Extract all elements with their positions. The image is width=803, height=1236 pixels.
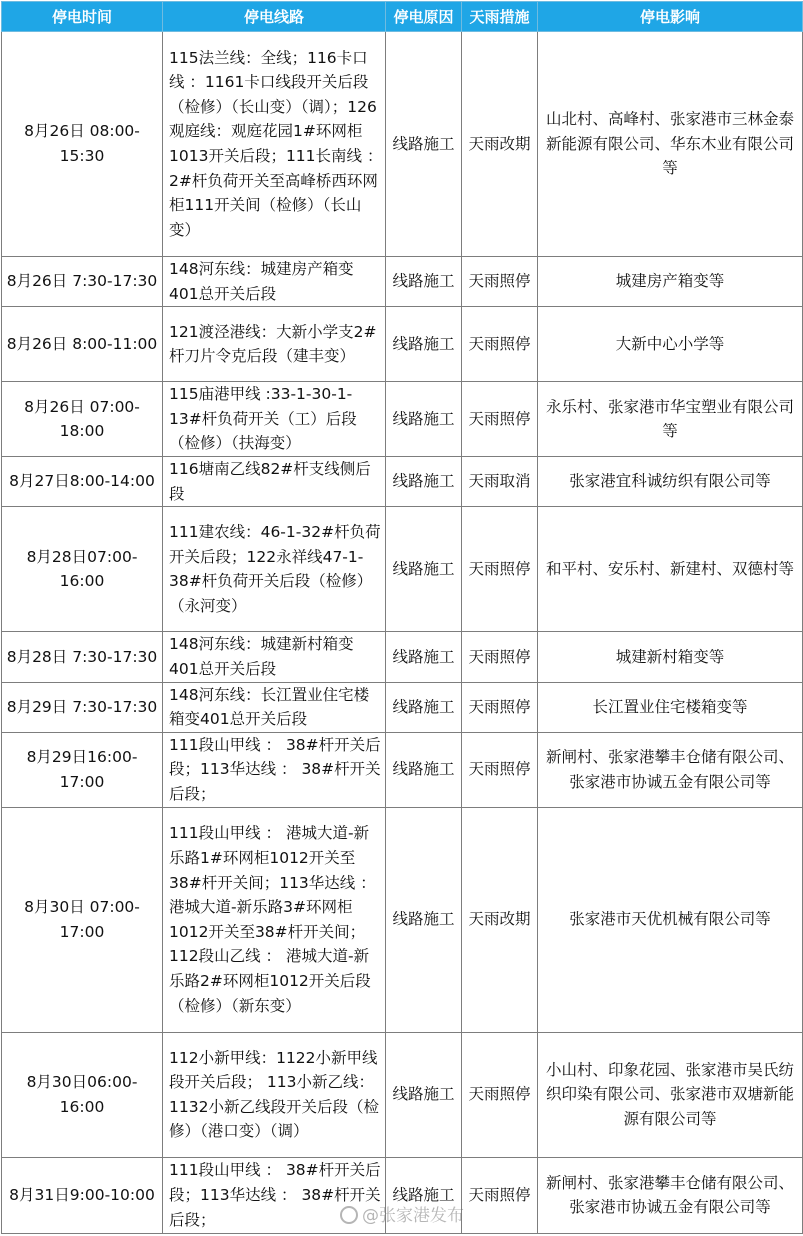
cell-reason: 线路施工 [386,632,462,682]
header-route: 停电线路 [163,2,386,32]
cell-time: 8月26日 07:00-18:00 [2,382,163,457]
cell-route: 115庙港甲线 :33-1-30-1-13#杆负荷开关（工）后段（检修）（扶海变） [163,382,386,457]
cell-measure: 天雨照停 [462,732,538,807]
cell-impact: 长江置业住宅楼箱变等 [538,682,803,732]
table-row [2,807,803,1032]
table-row [2,257,803,307]
cell-reason: 线路施工 [386,307,462,382]
cell-time: 8月26日 7:30-17:30 [2,257,163,307]
cell-impact: 和平村、安乐村、新建村、双德村等 [538,507,803,632]
cell-time: 8月30日 07:00-17:00 [2,807,163,1032]
cell-reason: 线路施工 [386,1032,462,1157]
table-row [2,307,803,382]
cell-reason: 线路施工 [386,682,462,732]
cell-impact: 城建新村箱变等 [538,632,803,682]
table-row [2,732,803,807]
cell-route: 112小新甲线：1122小新甲线段开关后段； 113小新乙线：1132小新乙线段开关后段（检修）（港口变）（调） [163,1032,386,1157]
cell-impact: 新闸村、张家港攀丰仓储有限公司、张家港市协诚五金有限公司等 [538,732,803,807]
table-row [2,682,803,732]
table-row [2,457,803,507]
cell-measure: 天雨照停 [462,1032,538,1157]
cell-time: 8月28日 7:30-17:30 [2,632,163,682]
cell-route: 115法兰线：全线；116卡口线 ：1161卡口线段开关后段（检修）（长山变）（调）；126观庭线：观庭花园1#环网柜1013开关后段；111长南线 ：2#杆负荷开关至高峰桥西环网柜111开关间（检修）（长山变） [163,32,386,257]
cell-time: 8月26日 08:00-15:30 [2,32,163,257]
cell-reason: 线路施工 [386,382,462,457]
cell-route: 116塘南乙线82#杆支线侧后段 [163,457,386,507]
cell-reason: 线路施工 [386,457,462,507]
cell-time: 8月27日8:00-14:00 [2,457,163,507]
outage-table [1,1,803,1234]
cell-measure: 天雨改期 [462,807,538,1032]
table-row [2,1032,803,1157]
weibo-icon [340,1206,358,1224]
cell-time: 8月29日 7:30-17:30 [2,682,163,732]
cell-reason: 线路施工 [386,257,462,307]
table-row [2,32,803,257]
header-reason: 停电原因 [386,2,462,32]
header-measure: 天雨措施 [462,2,538,32]
cell-time: 8月31日9:00-10:00 [2,1157,163,1233]
cell-reason: 线路施工 [386,32,462,257]
cell-impact: 小山村、印象花园、张家港市吴氏纺织印染有限公司、张家港市双塘新能源有限公司等 [538,1032,803,1157]
cell-route: 148河东线：城建房产箱变401总开关后段 [163,257,386,307]
cell-route: 121渡泾港线：大新小学支2#杆刀片令克后段（建丰变） [163,307,386,382]
cell-impact: 城建房产箱变等 [538,257,803,307]
cell-time: 8月30日06:00-16:00 [2,1032,163,1157]
cell-measure: 天雨照停 [462,307,538,382]
cell-measure: 天雨照停 [462,507,538,632]
cell-route: 111段山甲线 ： 38#杆开关后段；113华达线 ： 38#杆开关后段； [163,732,386,807]
header-impact: 停电影响 [538,2,803,32]
cell-route: 148河东线：长江置业住宅楼箱变401总开关后段 [163,682,386,732]
cell-reason: 线路施工 [386,732,462,807]
header-row [2,2,803,32]
cell-measure: 天雨改期 [462,32,538,257]
cell-measure: 天雨照停 [462,682,538,732]
cell-impact: 山北村、高峰村、张家港市三林金泰新能源有限公司、华东木业有限公司等 [538,32,803,257]
cell-impact: 张家港宜科诚纺织有限公司等 [538,457,803,507]
table-row [2,382,803,457]
cell-time: 8月28日07:00-16:00 [2,507,163,632]
cell-time: 8月26日 8:00-11:00 [2,307,163,382]
watermark [340,1201,464,1226]
cell-route: 111段山甲线 ： 38#杆开关后段；113华达线 ： 38#杆开关后段； [163,1157,386,1233]
cell-impact: 张家港市天优机械有限公司等 [538,807,803,1032]
cell-measure: 天雨照停 [462,382,538,457]
cell-route: 111段山甲线 ： 港城大道-新乐路1#环网柜1012开关至38#杆开关间；113华达线 ： 港城大道-新乐路3#环网柜1012开关至38#杆开关间；112段山乙线 ： 港城大道-新乐路2#环网柜1012开关后段（检修）（新东变） [163,807,386,1032]
cell-route: 111建农线：46-1-32#杆负荷开关后段；122永祥线47-1-38#杆负荷开关后段（检修）（永河变） [163,507,386,632]
watermark-text: @张家港发布 [362,1206,464,1226]
header-time: 停电时间 [2,2,163,32]
table-row [2,632,803,682]
cell-measure: 天雨照停 [462,632,538,682]
cell-time: 8月29日16:00-17:00 [2,732,163,807]
cell-impact: 永乐村、张家港市华宝塑业有限公司等 [538,382,803,457]
cell-measure: 天雨照停 [462,257,538,307]
cell-route: 148河东线：城建新村箱变401总开关后段 [163,632,386,682]
table-row [2,507,803,632]
cell-impact: 大新中心小学等 [538,307,803,382]
cell-reason: 线路施工 [386,807,462,1032]
cell-reason: 线路施工 [386,1157,462,1233]
cell-reason: 线路施工 [386,507,462,632]
cell-measure: 天雨取消 [462,457,538,507]
cell-impact: 新闸村、张家港攀丰仓储有限公司、张家港市协诚五金有限公司等 [538,1157,803,1233]
cell-measure: 天雨照停 [462,1157,538,1233]
